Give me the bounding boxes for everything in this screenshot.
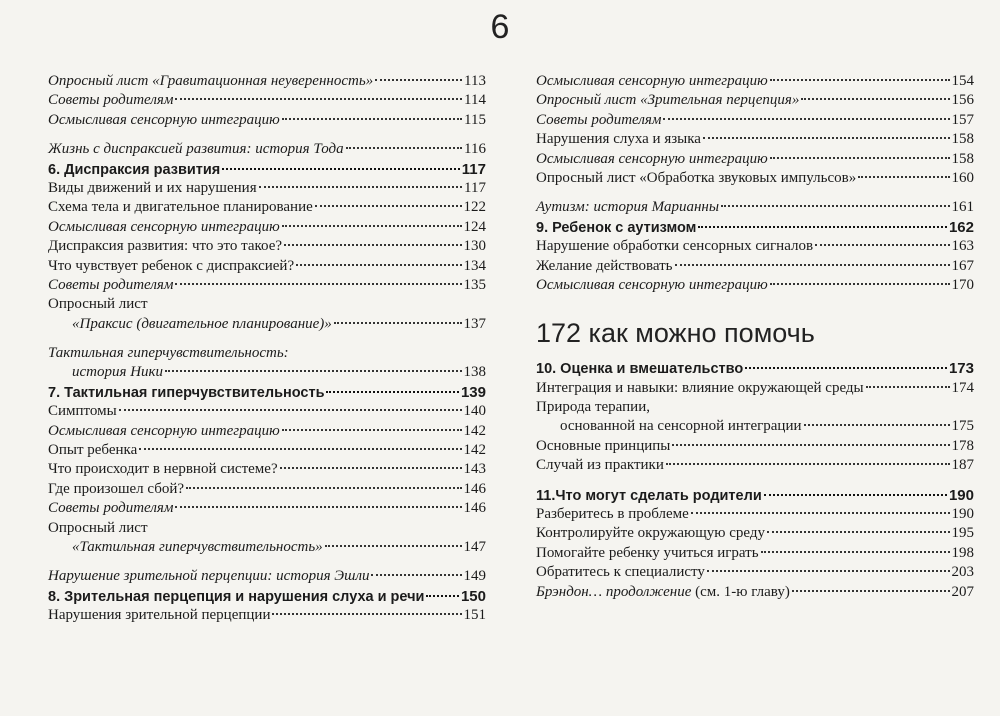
dot-leader — [315, 205, 462, 207]
toc-entry — [536, 276, 974, 295]
toc-page-number: 195 — [951, 525, 974, 542]
toc-page-number: 147 — [463, 538, 486, 555]
toc-entry-title: Опросный лист — [48, 519, 148, 536]
toc-page-number: 137 — [463, 315, 486, 332]
toc-page-number: 134 — [463, 257, 486, 274]
toc-entry-title: Что происходит в нервной системе? — [48, 461, 278, 478]
dot-leader — [139, 448, 461, 450]
page-number: 6 — [490, 8, 510, 46]
dot-leader — [815, 244, 949, 246]
dot-leader — [280, 467, 462, 469]
toc-entry-title: Осмысливая сенсорную интеграцию — [536, 276, 768, 293]
toc-entry — [48, 567, 486, 586]
toc-entry — [536, 237, 974, 256]
toc-entry-title: Осмысливая сенсорную интеграцию — [536, 73, 768, 89]
toc-entry-title: Случай из практики — [536, 457, 664, 474]
toc-entry-title: Виды движений и их нарушения — [48, 179, 257, 196]
dot-leader — [804, 424, 950, 426]
toc-entry — [536, 72, 974, 91]
toc-chapter-entry — [48, 587, 486, 606]
toc-entry-title: Интеграция и навыки: влияние окружающей среды — [536, 379, 864, 396]
toc-left-column — [48, 72, 486, 626]
dot-leader — [675, 264, 950, 266]
toc-entry — [536, 456, 974, 475]
toc-page-number: 113 — [464, 73, 486, 89]
toc-page-number: 124 — [463, 218, 486, 235]
dot-leader — [119, 409, 462, 411]
toc-page-number: 190 — [948, 486, 974, 504]
dot-leader — [663, 118, 949, 120]
dot-leader — [666, 463, 950, 465]
toc-entry — [536, 169, 974, 188]
toc-entry-title-italic: Брэндон… продолжение — [536, 583, 692, 600]
toc-page-number: 160 — [951, 169, 974, 186]
toc-entry — [48, 218, 486, 237]
toc-page-number: 116 — [464, 141, 486, 158]
toc-chapter-entry — [536, 218, 974, 237]
toc-chapter-entry — [536, 486, 974, 505]
dot-leader — [770, 79, 950, 81]
toc-page-number: 142 — [463, 422, 486, 439]
dot-leader — [175, 506, 461, 508]
toc-entry-title: Диспраксия развития: что это такое? — [48, 238, 283, 255]
toc-entry-title: история Ники — [72, 364, 164, 381]
dot-leader — [282, 118, 462, 120]
toc-entry-title: Осмысливая сенсорную интеграцию — [48, 111, 280, 128]
toc-entry-title: «Праксис (двигательное планирование)» — [72, 315, 332, 332]
toc-page-number: 157 — [951, 111, 974, 128]
toc-entry — [536, 583, 974, 602]
toc-page-number: 198 — [951, 544, 974, 561]
toc-page-number: 162 — [948, 218, 974, 236]
toc-page-number: 115 — [464, 111, 486, 128]
toc-entry — [48, 422, 486, 441]
toc-right-bottom — [536, 359, 974, 602]
toc-entry — [48, 295, 486, 314]
toc-entry-title: Природа терапии, — [536, 399, 650, 416]
toc-entry — [536, 150, 974, 169]
toc-entry — [48, 460, 486, 479]
toc-entry-title: Обратитесь к специалисту — [536, 564, 705, 581]
toc-entry-title-regular: (см. 1-ю главу) — [691, 583, 790, 600]
toc-entry-title: Осмысливая сенсорную интеграцию — [48, 218, 280, 235]
toc-page-number: 154 — [951, 73, 974, 89]
dot-leader — [186, 487, 461, 489]
toc-entry — [536, 257, 974, 276]
toc-page-number: 167 — [951, 257, 974, 274]
toc-entry-title: основанной на сенсорной интеграции — [560, 418, 802, 435]
toc-entry-title: Советы родителям — [536, 111, 662, 128]
toc-entry-title: Симптомы — [48, 403, 117, 420]
dot-leader — [325, 545, 462, 547]
toc-entry — [536, 111, 974, 130]
toc-entry — [536, 379, 974, 398]
toc-entry — [48, 344, 486, 363]
toc-chapter-entry — [48, 383, 486, 402]
toc-entry-title: Схема тела и двигательное планирование — [48, 199, 313, 216]
toc-entry — [536, 130, 974, 149]
dot-leader — [282, 225, 462, 227]
dot-leader — [375, 79, 462, 81]
toc-page-number: 207 — [951, 583, 974, 600]
toc-chapter-entry — [48, 160, 486, 179]
toc-entry-title: Основные принципы — [536, 437, 671, 454]
toc-page-number: 114 — [464, 92, 486, 109]
toc-entry — [536, 437, 974, 456]
toc-page-number: 187 — [951, 457, 974, 474]
toc-page-number: 146 — [463, 480, 486, 497]
dot-leader — [707, 570, 950, 572]
toc-entry — [48, 179, 486, 198]
dot-leader — [272, 613, 461, 615]
toc-entry-title: Опросный лист «Обработка звуковых импульсов» — [536, 169, 857, 186]
toc-entry — [536, 198, 974, 217]
toc-page-number: 174 — [951, 379, 974, 396]
toc-entry — [536, 91, 974, 110]
toc-page-number: 139 — [460, 383, 486, 401]
toc-entry — [48, 606, 486, 625]
dot-leader — [792, 590, 950, 592]
toc-entry-title: Тактильная гиперчувствительность: — [48, 345, 289, 362]
toc-entry-title: Нарушения зрительной перцепции — [48, 607, 271, 624]
toc-page-number: 158 — [951, 150, 974, 167]
toc-entry — [48, 499, 486, 518]
toc-entry-title: Что чувствует ребенок с диспраксией? — [48, 257, 295, 274]
toc-entry-title: Нарушение зрительной перцепции: история Эшли — [48, 568, 370, 585]
dot-leader — [767, 531, 949, 533]
toc-page-number: 135 — [463, 276, 486, 293]
toc-entry — [48, 538, 486, 557]
toc-page-number: 158 — [951, 131, 974, 148]
toc-page-number: 140 — [463, 403, 486, 420]
dot-leader — [296, 264, 461, 266]
dot-leader — [764, 494, 947, 496]
toc-page-number: 173 — [948, 360, 974, 378]
toc-entry-title: Аутизм: история Марианны — [536, 199, 719, 216]
dot-leader — [672, 444, 949, 446]
toc-entry-title: Опыт ребенка — [48, 442, 138, 459]
toc-entry-title: 7. Тактильная гиперчувствительность — [48, 384, 325, 401]
toc-entry-title: 11.Что могут сделать родители — [536, 487, 762, 504]
dot-leader — [371, 574, 461, 576]
toc-entry-title: Нарушение обработки сенсорных сигналов — [536, 238, 814, 255]
dot-leader — [691, 512, 950, 514]
toc-entry-title: Опросный лист — [48, 296, 148, 313]
dot-leader — [761, 551, 950, 553]
toc-page-number: 138 — [463, 364, 486, 381]
toc-page-number: 178 — [951, 437, 974, 454]
toc-entry-title: Помогайте ребенку учиться играть — [536, 544, 759, 561]
dot-leader — [426, 595, 459, 597]
toc-entry-title: «Тактильная гиперчувствительность» — [72, 538, 323, 555]
toc-entry — [48, 237, 486, 256]
toc-right-top — [536, 72, 974, 295]
toc-page-number: 203 — [951, 564, 974, 581]
dot-leader — [866, 386, 950, 388]
toc-entry-title: 6. Диспраксия развития — [48, 161, 221, 178]
toc-page-number: 130 — [463, 238, 486, 255]
toc-entry-title: Желание действовать — [536, 257, 673, 274]
toc-entry-title: Нарушения слуха и языка — [536, 131, 701, 148]
toc-entry-title: 9. Ребенок с аутизмом — [536, 219, 697, 236]
toc-entry — [536, 563, 974, 582]
toc-page-number: 156 — [951, 92, 974, 109]
toc-entry-title: Советы родителям — [48, 276, 174, 293]
dot-leader — [801, 98, 949, 100]
toc-entry-title: Опросный лист «Зрительная перцепция» — [536, 92, 800, 109]
toc-page-number: 117 — [461, 160, 486, 178]
toc-entry-title: Опросный лист «Гравитационная неуверенность» — [48, 73, 374, 89]
toc-entry — [48, 315, 486, 334]
dot-leader — [222, 168, 460, 170]
dot-leader — [721, 205, 950, 207]
toc-entry — [536, 417, 974, 436]
dot-leader — [745, 367, 947, 369]
toc-page-number: 117 — [464, 179, 486, 196]
toc-page-number: 175 — [951, 418, 974, 435]
toc-entry — [536, 505, 974, 524]
dot-leader — [770, 157, 950, 159]
toc-entry-title: 10. Оценка и вмешательство — [536, 361, 744, 378]
toc-entry — [48, 72, 486, 91]
toc-page-number: 170 — [951, 276, 974, 293]
dot-leader — [703, 137, 950, 139]
toc-entry-title: Советы родителям — [48, 500, 174, 517]
toc-entry — [48, 257, 486, 276]
dot-leader — [334, 322, 462, 324]
section-title: 172 как можно помочь — [536, 318, 815, 349]
toc-entry — [536, 524, 974, 543]
toc-entry — [48, 91, 486, 110]
toc-entry-title: Контролируйте окружающую среду — [536, 525, 766, 542]
toc-entry — [536, 544, 974, 563]
toc-chapter-entry — [536, 359, 974, 378]
toc-page-number: 149 — [463, 568, 486, 585]
toc-entry-title: Разберитесь в проблеме — [536, 506, 689, 523]
dot-leader — [326, 391, 458, 393]
toc-page-number: 143 — [463, 461, 486, 478]
dot-leader — [858, 176, 949, 178]
toc-page-number: 161 — [951, 199, 974, 216]
toc-page-number: 122 — [463, 199, 486, 216]
toc-entry — [48, 441, 486, 460]
dot-leader — [698, 226, 947, 228]
toc-entry-title: Советы родителям — [48, 92, 174, 109]
toc-entry-title: Осмысливая сенсорную интеграцию — [536, 150, 768, 167]
dot-leader — [284, 244, 461, 246]
toc-entry — [48, 480, 486, 499]
dot-leader — [175, 283, 461, 285]
dot-leader — [259, 186, 462, 188]
toc-page-number: 163 — [951, 238, 974, 255]
toc-page-number: 190 — [951, 506, 974, 523]
toc-entry — [48, 519, 486, 538]
toc-page-number: 146 — [463, 500, 486, 517]
toc-entry — [48, 363, 486, 382]
toc-right-column — [536, 72, 974, 602]
toc-entry-title: Осмысливая сенсорную интеграцию — [48, 422, 280, 439]
dot-leader — [770, 283, 950, 285]
dot-leader — [165, 370, 461, 372]
toc-entry — [536, 398, 974, 417]
toc-entry — [48, 402, 486, 421]
toc-entry-title: 8. Зрительная перцепция и нарушения слуха и речи — [48, 588, 425, 605]
toc-entry — [48, 198, 486, 217]
dot-leader — [282, 429, 462, 431]
toc-page-number: 150 — [460, 587, 486, 605]
toc-page-number: 142 — [463, 442, 486, 459]
toc-entry-title: Жизнь с диспраксией развития: история Тода — [48, 141, 344, 158]
dot-leader — [175, 98, 462, 100]
toc-entry — [48, 140, 486, 159]
toc-entry — [48, 276, 486, 295]
dot-leader — [346, 147, 462, 149]
toc-page-number: 151 — [463, 607, 486, 624]
toc-entry-title: Где произошел сбой? — [48, 480, 185, 497]
toc-entry-title — [536, 583, 790, 602]
toc-entry — [48, 111, 486, 130]
